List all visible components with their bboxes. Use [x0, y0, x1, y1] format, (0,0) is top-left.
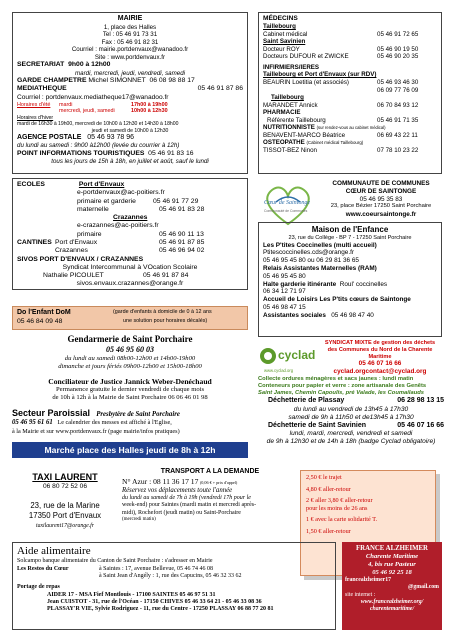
alzheimer-title-1: FRANCE ALZHEIMER — [356, 545, 428, 552]
loisirs-title: Accueil de Loisirs Les P'tits cœurs de Saintonge — [263, 296, 411, 304]
decheterie-2-line — [258, 422, 444, 431]
tarif-line-1: 2,50 € le trajet — [306, 474, 342, 481]
aide-section — [12, 542, 336, 630]
aide-solcampo: Solcampo banque alimentaire du Canton de Saint Porchaire : s'adresser en Mairie — [17, 558, 213, 565]
comcom-logo-text: Cœur de Saintonge — [264, 200, 310, 206]
cantines-line — [17, 239, 243, 247]
paroisse-line-1 — [12, 419, 248, 427]
decheterie-1-hours-1: du lundi au vendredi de 13h45 à 17h30 — [293, 405, 409, 413]
agence-line — [17, 134, 243, 143]
cantines-label: CANTINES — [17, 238, 52, 246]
mediatheque-courriel[interactable]: Courriel : portdenvaux.mediatheque17@wanadoo.fr — [17, 93, 169, 101]
decheterie-1-title: Déchetterie de Plassay — [268, 397, 345, 405]
comcom-phone: 05 46 95 35 83 — [359, 195, 403, 203]
comcom-info — [320, 180, 442, 218]
comcom-title-2: CŒUR DE SAINTONGE — [345, 187, 417, 195]
mediatheque-phone: 05 46 91 87 86 — [197, 85, 243, 93]
decheterie-2-title: Déchetterie de Saint Savinien — [268, 421, 367, 429]
medecins-title: MÉDECINS — [263, 15, 298, 22]
medecins-taillebourg-2: Taillebourg — [271, 94, 304, 102]
alzheimer-email-1[interactable]: francealzheimer17 — [345, 577, 392, 584]
primaire-garderie-line — [77, 198, 243, 206]
decheterie-2-hours-1: lundi, mardi, mercredi, vendredi et samedi — [289, 430, 413, 438]
tarif-line-2: 4,80 € aller-retour — [306, 485, 351, 493]
paroisse-header — [12, 408, 248, 419]
cyclad-logo-text: cyclad — [278, 348, 316, 362]
social-title: Assistantes sociales — [263, 311, 326, 319]
cantines-phone: 05 46 91 87 85 — [159, 238, 205, 246]
secretariat-label: SECRETARIAT — [17, 61, 65, 69]
ecoles-email-2[interactable]: e-crazannes@ac-poitiers.fr — [77, 222, 159, 230]
alzheimer-title-2: Charente Maritime — [365, 553, 419, 561]
taxi-address-1: 23, rue de la Marine — [30, 501, 100, 510]
dom-title: Do l'Enfant DoM — [17, 309, 71, 316]
alzheimer-site-2[interactable]: charentemaritime/ — [369, 605, 415, 612]
cyclad-body — [258, 376, 444, 446]
enfance-address: 23, rue du Collège - BP 7 - 17250 Saint Porchaire — [288, 234, 412, 241]
social-phone: 05 46 98 47 40 — [331, 311, 374, 319]
tarif-line-5: 1 € avec la carte solidarité T. — [306, 516, 378, 524]
secretariat-days: mardi, mercredi, jeudi, vendredi, samedi — [74, 69, 186, 77]
beaurin-line-2 — [263, 87, 437, 95]
pharmacie-phone: 05 46 91 71 35 — [377, 116, 419, 124]
ecoles-crazannes: Crazannes — [113, 214, 148, 222]
cantines-place: Port d'Envaux — [55, 238, 98, 246]
gendarmerie-section — [12, 334, 248, 402]
cyclad-phone: 05 46 07 16 66 — [358, 360, 402, 368]
conciliateur-line-2: de 10h à 12h à la Mairie de Saint Porchaire 06 06 46 01 98 — [52, 394, 208, 402]
portage-1: AIDER 17 - MSA Fief Montlouis - 17100 SAINTES 05 46 97 51 31 — [47, 591, 216, 598]
pit-line — [17, 150, 243, 158]
paroisse-section — [12, 408, 248, 435]
nutri-title: NUTRITIONNISTE — [263, 124, 315, 132]
portage-title: Portage de repas — [17, 584, 60, 591]
comcom-address: 23, place Bézier 17250 Saint Porchaire — [330, 203, 432, 210]
hiver-line-2: jeudi et samedi de 10h00 à 12h30 — [91, 127, 169, 134]
loisirs-phone: 05 46 98 47 15 — [263, 304, 306, 312]
halte-name: Roul' coccinelles — [339, 280, 388, 288]
roy-phone: 05 46 90 19 50 — [377, 45, 419, 53]
roy-line — [263, 46, 437, 54]
medecins-st-savinien: Saint Savinien — [263, 38, 306, 46]
marandet-phone: 06 70 84 93 12 — [377, 101, 419, 109]
primaire-garderie: primaire et garderie — [77, 197, 136, 205]
alzheimer-title-3: 4, bis rue Pasteur — [368, 561, 416, 569]
collecte-line-3: Saint James, Chemin Capoulis, pré Valade, les Coumailauds — [258, 390, 425, 397]
restos-label: Les Restos du Cœur — [17, 565, 69, 572]
maternelle-line — [77, 206, 243, 214]
tarif-line-4: pour les moins de 26 ans — [306, 504, 368, 512]
beaurin-name: BEAURIN Loetitia (et associés) — [263, 78, 349, 86]
transport-text-2: du lundi au samedi de 7h à 19h (vendredi 17h pour le — [122, 495, 251, 502]
cyclad-email[interactable]: cyclad.orgcontact@cyclad.org — [333, 368, 427, 376]
mediatheque-label: MEDIATHEQUE — [17, 85, 67, 93]
pit-hours: tous les jours de 15h à 18h, en juillet et août, sauf le lundi — [51, 158, 209, 166]
paroisse-title: Secteur Paroissial — [12, 408, 91, 418]
dufour-name: Docteurs DUFOUR et ZWICKE — [263, 53, 349, 61]
benavent-line — [263, 132, 437, 140]
portage-3: PLASSAY'R VIE, Sylvie Rodriguez - 11, rue du Centre - 17250 PLASSAY 06 88 77 20 81 — [47, 606, 274, 613]
dom-note-1: (garde d'enfants à domicile de 0 à 12 ans — [113, 309, 212, 315]
restos-1: à Saintes : 17, avenue Bellevue, 05 46 74 46 08 — [99, 565, 213, 572]
comcom-title-1: COMMUNAUTE DE COMMUNES — [332, 180, 430, 187]
cantines-crazannes: Crazannes — [55, 247, 88, 255]
comcom-logo-sub: Communauté de Communes — [264, 209, 308, 213]
halte-phone: 06 34 12 71 97 — [263, 288, 306, 296]
osteo-note: (Cabinet médical Taillebourg) — [306, 140, 364, 146]
mediatheque-hours-1 — [17, 102, 243, 109]
marche-banner — [12, 442, 248, 458]
mediatheque-line — [17, 85, 243, 93]
paroisse-phone: 05 46 95 61 61 — [12, 419, 53, 427]
taxi-address-2: 17350 Port d'Envaux — [28, 510, 102, 520]
beaurin-phone-1: 05 46 93 46 30 — [377, 78, 419, 86]
dom-note-2: une solution pour horaires décalés) — [123, 317, 208, 324]
beaurin-line — [263, 79, 437, 87]
medecins-section — [258, 12, 442, 174]
beaurin-phone-2: 06 09 77 76 09 — [377, 86, 419, 94]
mairie-fax: Fax : 05 46 91 82 31 — [101, 38, 159, 46]
nutri-line — [263, 124, 437, 132]
dufour-phone: 05 46 90 20 35 — [377, 53, 419, 61]
coccinelles-title: Les P'tites Coccinelles (multi accueil) — [263, 241, 377, 249]
cantines-crazannes-line — [17, 247, 243, 255]
enfance-title: Maison de l'Enfance — [311, 225, 389, 234]
pharmacie-ref: Référente Taillebourg — [267, 116, 326, 124]
transport-azur-note: (0,06 € + prix d'appel) — [199, 479, 238, 485]
tissot-phone: 07 78 10 23 22 — [377, 147, 419, 155]
halte-line — [263, 281, 437, 289]
comcom-site[interactable]: www.coeursaintonge.fr — [345, 210, 417, 218]
benavent-phone: 06 69 43 22 11 — [377, 131, 418, 139]
decheterie-1-hours-2: samedi de 9h à 11h50 et de13h45 à 17h30 — [288, 413, 414, 421]
dom-phone: 05 46 84 09 48 — [17, 317, 63, 325]
gendarmerie-phone: 05 46 95 60 03 — [106, 344, 154, 354]
dufour-line — [263, 53, 437, 61]
cyclad-logo — [258, 340, 316, 378]
pharmacie-line — [263, 117, 437, 125]
picoulet-name: Nathalie PICOULET — [43, 272, 104, 280]
ecoles-port-envaux: Port d'Envaux — [78, 181, 125, 188]
tarif-line-6: 1,50 € aller-retour — [306, 527, 351, 535]
tarif-line-3: 2 € aller 3,80 € aller-retour — [306, 497, 373, 505]
dom-section — [12, 306, 248, 330]
mediatheque-h2-time: 10h00 à 12h30 — [131, 108, 168, 115]
cabinet-label: Cabinet médical — [263, 30, 308, 38]
halte-title: Halte garderie itinérante — [263, 280, 337, 288]
transport-text-1: Réservez vos déplacements toute l'année — [122, 486, 233, 494]
ecoles-title: ECOLES — [17, 181, 45, 188]
agence-hours: du lundi au samedi : 9h00 à12h00 (levée du courrier à 12h) — [17, 142, 180, 150]
conciliateur-title: Conciliateur de Justice Jannick Weber-Denéchaud — [48, 376, 212, 386]
paroisse-presbytere: Presbytère de Saint Porchaire — [96, 411, 180, 418]
primaire-line — [77, 231, 243, 239]
nutri-note: (sur rendez-vous au cabinet médical) — [316, 125, 386, 131]
cabinet-line — [263, 31, 437, 39]
sivos-email[interactable]: sivos.envaux.crazannes@orange.fr — [76, 280, 184, 288]
benavent-name: BENAVENT-MARCO Béatrice — [263, 131, 346, 139]
cantines-crazannes-phone: 05 46 96 94 02 — [159, 247, 205, 255]
osteo-line — [263, 139, 437, 147]
agence-label: AGENCE POSTALE — [17, 133, 82, 141]
alzheimer-phone: 05 46 92 25 18 — [372, 569, 412, 577]
gendarmerie-hours-1: du lundi au samedi 08h00-12h00 et 14h00-19h00 — [64, 354, 196, 362]
paroisse-text-1: Le calendrier des messes est affiché à l'Eglise, — [57, 419, 172, 427]
transport-text-4: midi), Rochefort (jeudi matin) ou Saint-Porchaire — [122, 509, 241, 516]
garde-name: Michel SIMONNET — [88, 77, 146, 85]
pit-phone: 05 46 91 83 16 — [148, 149, 194, 157]
transport-section — [122, 468, 298, 523]
agence-phone: 05 46 93 78 96 — [87, 133, 134, 141]
dom-row-1 — [17, 309, 243, 318]
marandet-line — [263, 102, 437, 110]
maternelle: maternelle — [77, 205, 109, 213]
mediatheque-hours-label: Horaires d'été — [17, 101, 51, 108]
taxi-title: TAXI LAURENT — [32, 472, 98, 482]
taxi-phone: 06 80 72 52 06 — [43, 482, 87, 490]
hiver-line-1: mardi de 16h30 à 19h00, mercredi de 10h00 à 12h30 et 14h30 à 18h00 — [17, 121, 179, 128]
transport-azur-line — [122, 477, 298, 487]
cabinet-phone: 05 46 91 72 65 — [377, 30, 419, 38]
coccinelles-email[interactable]: Ptitescoccinelles.cds@orange.fr — [263, 249, 355, 257]
alzheimer-site-1[interactable]: www.francealzheimer.org/ — [360, 598, 424, 605]
decheterie-2-hours-2: de 9h à 12h30 et de 14h à 18h (badge Cyclad obligatoire) — [266, 438, 436, 446]
osteo-title: OSTEOPATHE — [263, 139, 305, 147]
ecoles-email-1[interactable]: e-portdenvaux@ac-poitiers.fr — [77, 189, 165, 197]
decheterie-1-phone: 06 28 98 13 15 — [397, 397, 444, 405]
ram-phone: 05 46 95 45 80 — [263, 272, 306, 280]
conciliateur-line-1: Permanence gratuite le dernier vendredi de chaque mois — [55, 386, 205, 394]
transport-text-3: week-end) pour Saintes (mardi matin et mercredi après- — [122, 502, 257, 509]
transport-azur: N° Azur : 08 11 36 17 17 — [122, 476, 199, 486]
decheterie-1-line — [258, 397, 444, 406]
ecoles-header — [17, 181, 243, 189]
taxi-section — [12, 472, 118, 530]
collecte-line-1: Collecte ordures ménagères et sacs jaunes : lundi matin — [258, 376, 414, 382]
primaire-garderie-phone: 05 46 91 77 29 — [153, 197, 199, 205]
secretariat-line — [17, 61, 243, 69]
pit-label: POINT INFORMATIONS TOURISTIQUES — [17, 149, 145, 157]
hiver-label: Horaires d'hiver — [17, 114, 54, 121]
alzheimer-site-label: site internet : — [345, 591, 376, 598]
ram-title: Relais Assistantes Maternelles (RAM) — [263, 265, 377, 272]
mediatheque-h1-day: mardi — [59, 101, 73, 108]
pharmacie-title: PHARMACIE — [263, 109, 301, 117]
primaire-phone: 05 46 90 11 13 — [159, 230, 204, 238]
enfance-section — [258, 222, 442, 337]
alzheimer-email-2[interactable]: @gmail.com — [408, 584, 439, 591]
mairie-tel: Tel : 05 46 91 73 31 — [102, 31, 158, 39]
infirmiers-place: Taillebourg et Port d'Envaux (sur RDV) — [263, 71, 377, 79]
transport-title: TRANSPORT A LA DEMANDE — [160, 468, 260, 475]
dom-row-2 — [17, 318, 243, 326]
primaire: primaire — [77, 230, 102, 238]
ecoles-section — [12, 178, 248, 290]
mairie-section — [12, 12, 248, 174]
gendarmerie-title: Gendarmerie de Saint Porchaire — [67, 334, 193, 344]
alzheimer-box — [342, 542, 442, 630]
mairie-site[interactable]: Site : www.portdenvaux.fr — [94, 53, 166, 61]
aide-title: Aide alimentaire — [17, 545, 91, 557]
mediatheque-h2-day: mercredi, jeudi, samedi — [59, 108, 115, 115]
mairie-title: MAIRIE — [117, 15, 143, 22]
cyclad-header — [316, 340, 444, 376]
mairie-address: 1, place des Halles — [103, 23, 157, 31]
sivos-title: SIVOS PORT D'ENVAUX / CRAZANNES — [17, 255, 144, 263]
marandet-name: MARANDET Annick — [263, 101, 318, 109]
sivos-syndicat: Syndicat Intercommunal à VOcation Scolaire — [62, 263, 198, 271]
gendarmerie-hours-2: dimanche et jours fériés 09h00-12h00 et 15h00-18h00 — [58, 362, 202, 370]
decheterie-2-phone: 05 46 07 16 66 — [397, 421, 444, 429]
garde-line — [17, 77, 243, 85]
infirmiers-title: INFIRMIERS/IERES — [263, 63, 320, 71]
mediatheque-h1-time: 17h00 à 19h00 — [131, 101, 168, 108]
transport-text-5: (mercredi matin) — [122, 517, 156, 523]
roy-name: Docteur ROY — [263, 45, 300, 53]
secretariat-hours: 9h00 à 12h00 — [68, 61, 111, 69]
mediatheque-hours-2 — [17, 108, 243, 115]
coccinelles-phones: 05 46 95 45 80 ou 06 29 81 36 65 — [263, 257, 359, 265]
marche-text: Marché place des Halles jeudi de 8h à 12h — [44, 444, 216, 455]
social-line — [263, 312, 437, 320]
restos-2: à Saint Jean d'Angély : 1, rue des Capucins, 05 46 32 33 62 — [99, 573, 242, 580]
picoulet-line — [43, 272, 243, 280]
garde-phone: 06 08 98 88 17 — [149, 77, 195, 85]
garde-label: GARDE CHAMPETRE — [17, 77, 87, 85]
tissot-name: TISSOT-BEZ Ninon — [263, 147, 317, 155]
tissot-line — [263, 147, 437, 155]
portage-2: Jean CUISTOT - 31, rue de l'Océan - 17150 CHIVES 05 46 33 64 21 - 05 46 33 08 36 — [47, 598, 262, 605]
medecins-taillebourg: Taillebourg — [263, 23, 296, 31]
maternelle-phone: 05 46 91 83 28 — [159, 205, 205, 213]
picoulet-phone: 05 46 91 87 84 — [143, 272, 189, 280]
mairie-courriel[interactable]: Courriel : mairie.portdenvaux@wanadoo.fr — [71, 46, 189, 54]
paroisse-text-2: à la Mairie et sur www.portdenvaux.fr (page mairie/infos pratiques) — [12, 427, 180, 435]
collecte-line-2: Conteneurs pour papier et verre : zone artisanale des Genêts — [258, 383, 427, 390]
restos-line-1 — [17, 566, 331, 573]
cyclad-title-1: SYNDICAT MIXTE de gestion des déchets — [324, 340, 436, 346]
cyclad-logo-sub: www.cyclad.org — [264, 368, 294, 373]
taxi-email[interactable]: taxilaurent17@orange.fr — [35, 523, 95, 529]
cyclad-title-2: des Communes du Nord de la Charente Maritime — [327, 346, 433, 360]
